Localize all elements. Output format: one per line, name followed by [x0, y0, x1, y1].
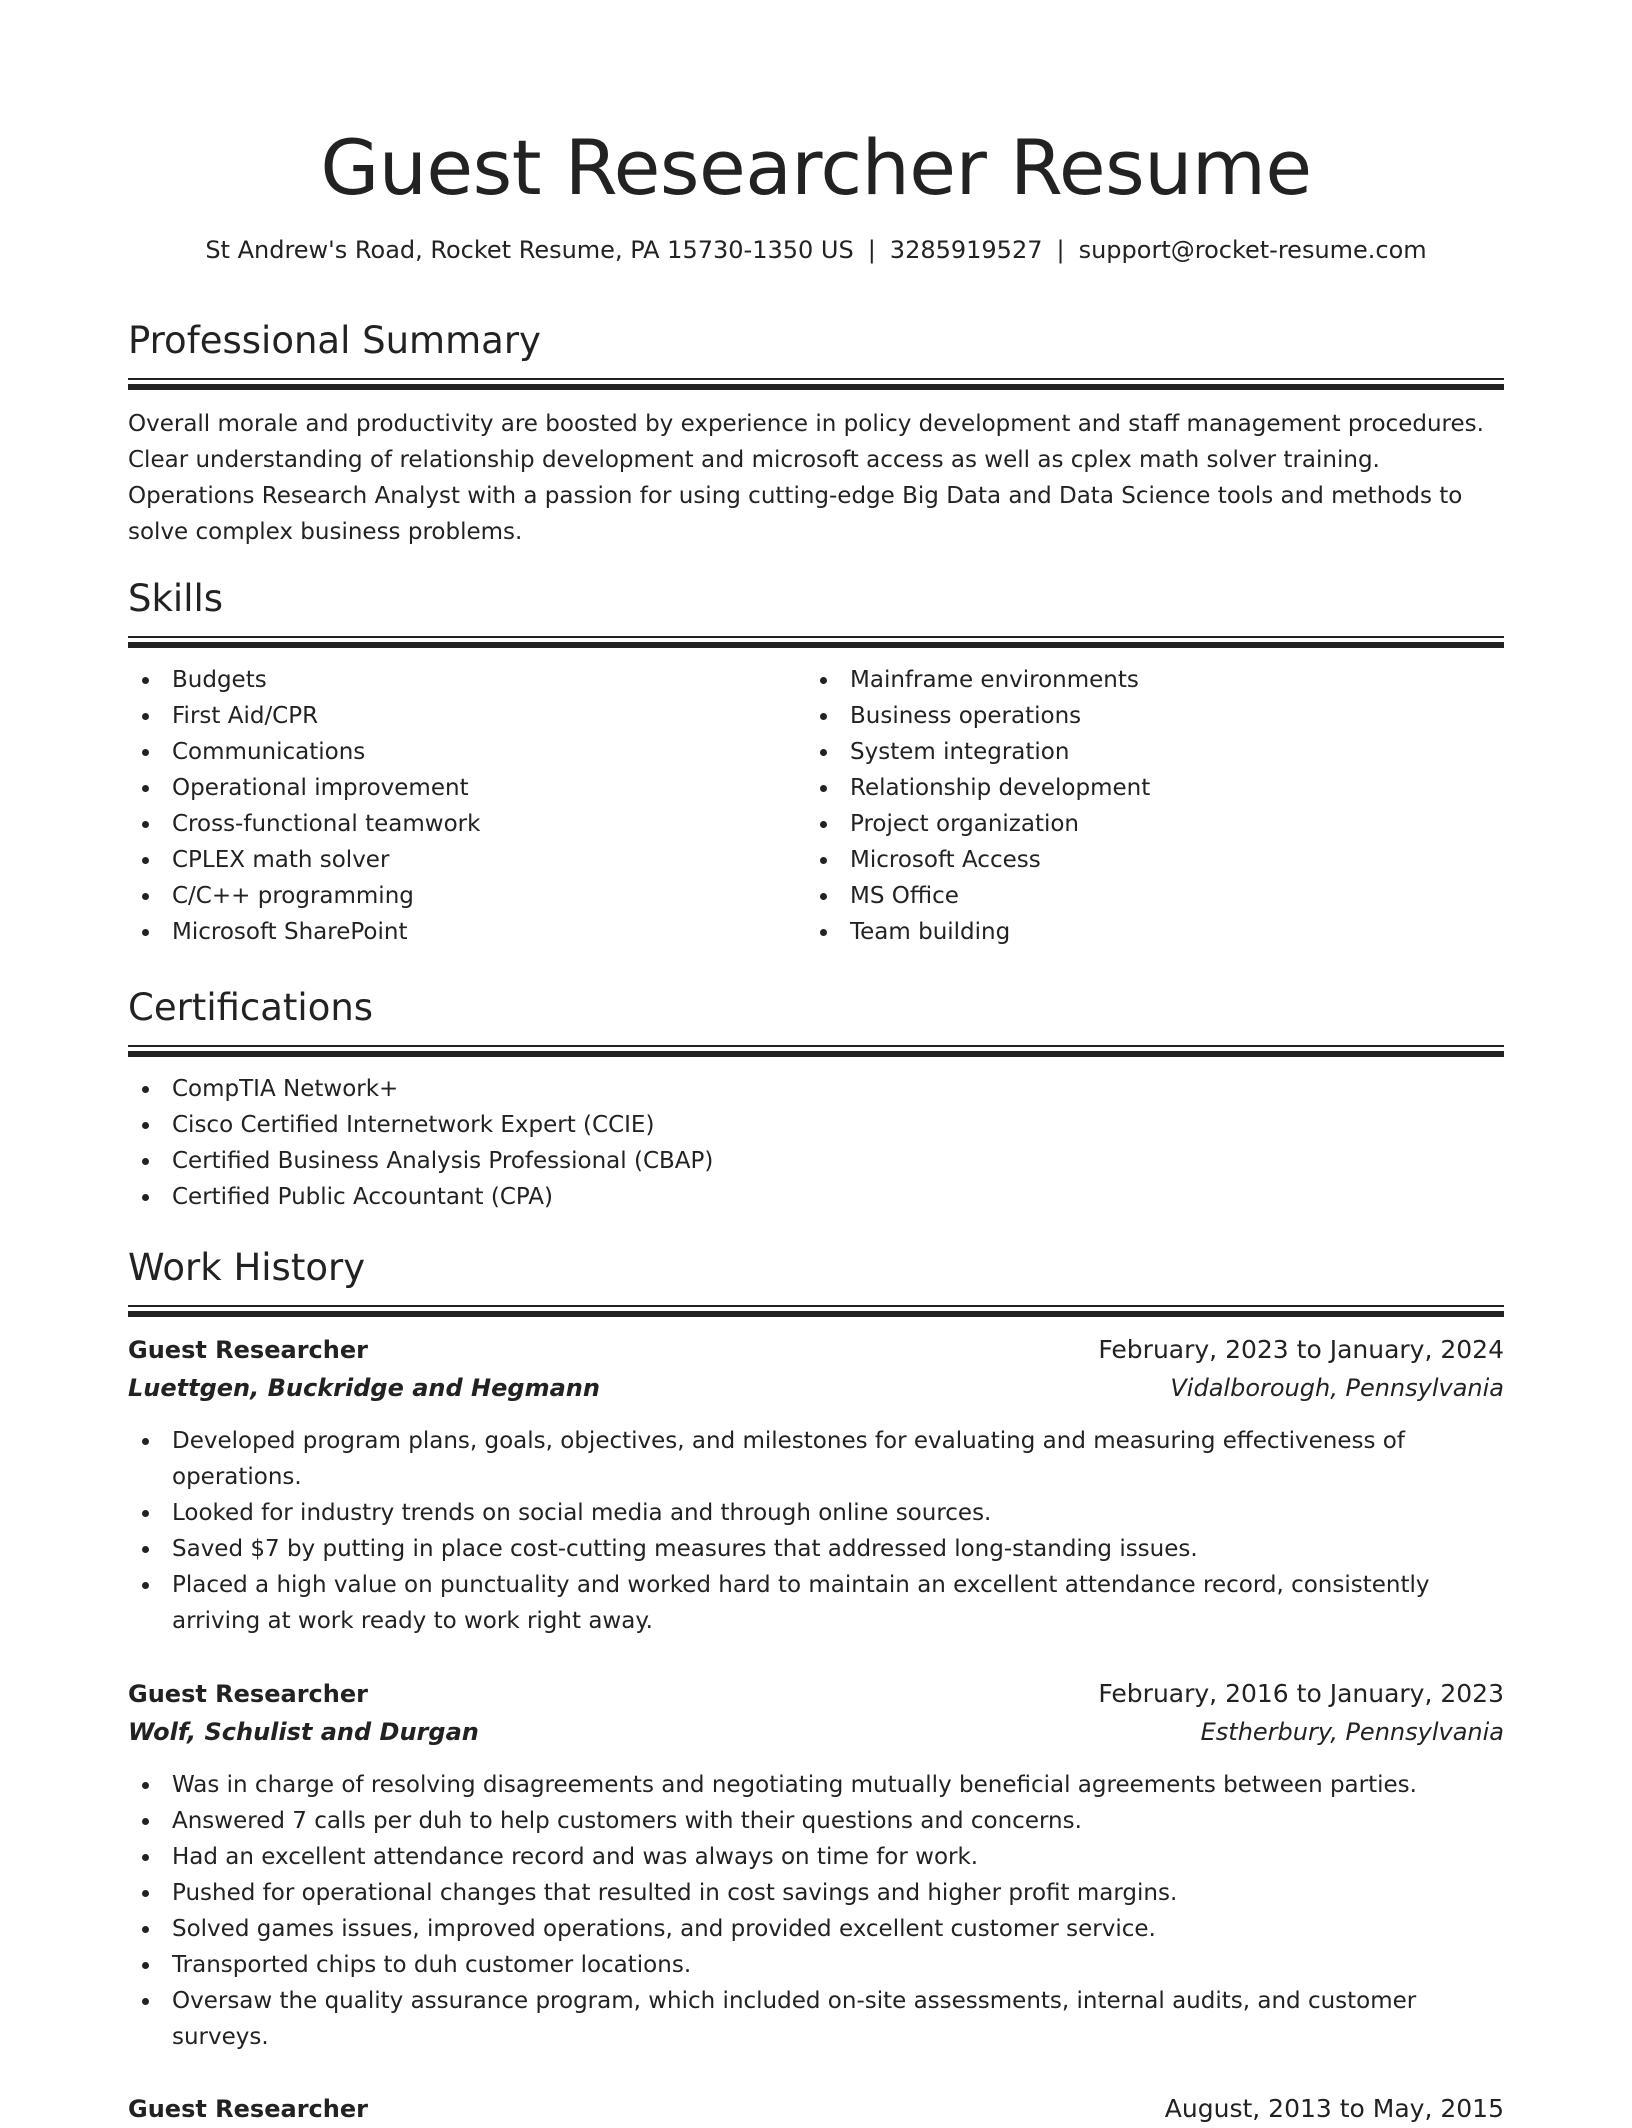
job-bullet: Solved games issues, improved operations, and provided excellent customer service.	[128, 1911, 1504, 1947]
job-bullet: Answered 7 calls per duh to help customers with their questions and concerns.	[128, 1803, 1504, 1839]
skill-item: Business operations	[806, 698, 1484, 734]
skill-item: Budgets	[128, 662, 806, 698]
skill-item: Team building	[806, 914, 1484, 950]
job-bullet-list	[128, 1423, 1504, 1639]
job-entry	[128, 1675, 1504, 2055]
skills-columns	[128, 662, 1504, 950]
job-entry	[128, 2090, 1504, 2128]
summary-text: Overall morale and productivity are boosted by experience in policy development and staff management procedures. Clear understanding of relationship development and microsoft access as well as cplex math solver training. Operations Research Analyst with a passion for using cutting-edge Big Data and Data Science tools and methods to solve complex business problems.	[128, 411, 1484, 545]
job-header-row	[128, 1331, 1504, 1369]
certifications-list	[128, 1071, 1504, 1215]
contact-phone: 3285919527	[889, 236, 1043, 264]
section-divider	[128, 1305, 1504, 1317]
job-bullet-list	[128, 1767, 1504, 2055]
skill-item: System integration	[806, 734, 1484, 770]
work-history-heading: Work History	[128, 1246, 366, 1289]
skills-heading: Skills	[128, 577, 224, 620]
job-bullet: Saved $7 by putting in place cost-cutting measures that addressed long-standing issues.	[128, 1531, 1504, 1567]
resume-page	[128, 0, 1504, 2123]
certification-item: Certified Business Analysis Professional (CBAP)	[128, 1143, 1504, 1179]
job-header-row	[128, 2090, 1504, 2128]
job-title: Guest Researcher	[128, 2095, 368, 2123]
skills-section	[128, 574, 1504, 950]
certifications-heading: Certifications	[128, 986, 374, 1029]
job-subheader-row	[128, 1369, 1504, 1407]
skills-list-left	[128, 662, 806, 950]
skill-item: CPLEX math solver	[128, 842, 806, 878]
skill-item: Project organization	[806, 806, 1484, 842]
job-bullet: Transported chips to duh customer locations.	[128, 1947, 1504, 1983]
skill-item: Communications	[128, 734, 806, 770]
job-entry	[128, 1331, 1504, 1639]
skill-item: Microsoft Access	[806, 842, 1484, 878]
skills-list-right	[806, 662, 1484, 950]
job-dates: August, 2013 to May, 2015	[1164, 2094, 1504, 2123]
job-dates: February, 2023 to January, 2024	[1098, 1335, 1504, 1364]
certification-item: Certified Public Accountant (CPA)	[128, 1179, 1504, 1215]
skill-item: C/C++ programming	[128, 878, 806, 914]
job-company: Luettgen, Buckridge and Hegmann	[128, 1374, 600, 1402]
summary-section	[128, 316, 1504, 550]
resume-title: Guest Researcher Resume	[320, 123, 1312, 212]
job-bullet: Placed a high value on punctuality and worked hard to maintain an excellent attendance record, consistently arriving at work ready to work right away.	[128, 1567, 1504, 1639]
contact-separator: |	[1056, 236, 1065, 264]
certification-item: Cisco Certified Internetwork Expert (CCIE)	[128, 1107, 1504, 1143]
section-divider	[128, 1045, 1504, 1057]
job-location: Vidalborough, Pennsylvania	[1170, 1374, 1504, 1402]
job-bullet: Oversaw the quality assurance program, which included on-site assessments, internal audits, and customer surveys.	[128, 1983, 1504, 2055]
contact-email: support@rocket-resume.com	[1078, 236, 1427, 264]
job-subheader-row	[128, 1713, 1504, 1751]
skill-item: Mainframe environments	[806, 662, 1484, 698]
contact-line	[128, 234, 1504, 266]
contact-address: St Andrew's Road, Rocket Resume, PA 15730-1350 US	[205, 236, 854, 264]
skill-item: MS Office	[806, 878, 1484, 914]
certifications-section	[128, 983, 1504, 1215]
job-company: Wolf, Schulist and Durgan	[128, 1718, 479, 1746]
job-location: Estherbury, Pennsylvania	[1200, 1718, 1504, 1746]
skill-item: Relationship development	[806, 770, 1484, 806]
contact-separator: |	[867, 236, 876, 264]
job-bullet: Looked for industry trends on social media and through online sources.	[128, 1495, 1504, 1531]
job-title: Guest Researcher	[128, 1680, 368, 1708]
skill-item: Operational improvement	[128, 770, 806, 806]
job-title: Guest Researcher	[128, 1336, 368, 1364]
job-bullet: Developed program plans, goals, objectives, and milestones for evaluating and measuring effectiveness of operations.	[128, 1423, 1504, 1495]
job-dates: February, 2016 to January, 2023	[1098, 1679, 1504, 1708]
section-divider	[128, 378, 1504, 390]
summary-heading: Professional Summary	[128, 319, 541, 362]
skill-item: Microsoft SharePoint	[128, 914, 806, 950]
skill-item: Cross-functional teamwork	[128, 806, 806, 842]
job-bullet: Pushed for operational changes that resulted in cost savings and higher profit margins.	[128, 1875, 1504, 1911]
job-bullet: Had an excellent attendance record and was always on time for work.	[128, 1839, 1504, 1875]
job-header-row	[128, 1675, 1504, 1713]
job-bullet: Was in charge of resolving disagreements and negotiating mutually beneficial agreements between parties.	[128, 1767, 1504, 1803]
section-divider	[128, 636, 1504, 648]
certification-item: CompTIA Network+	[128, 1071, 1504, 1107]
work-history-section	[128, 1243, 1504, 1317]
skill-item: First Aid/CPR	[128, 698, 806, 734]
